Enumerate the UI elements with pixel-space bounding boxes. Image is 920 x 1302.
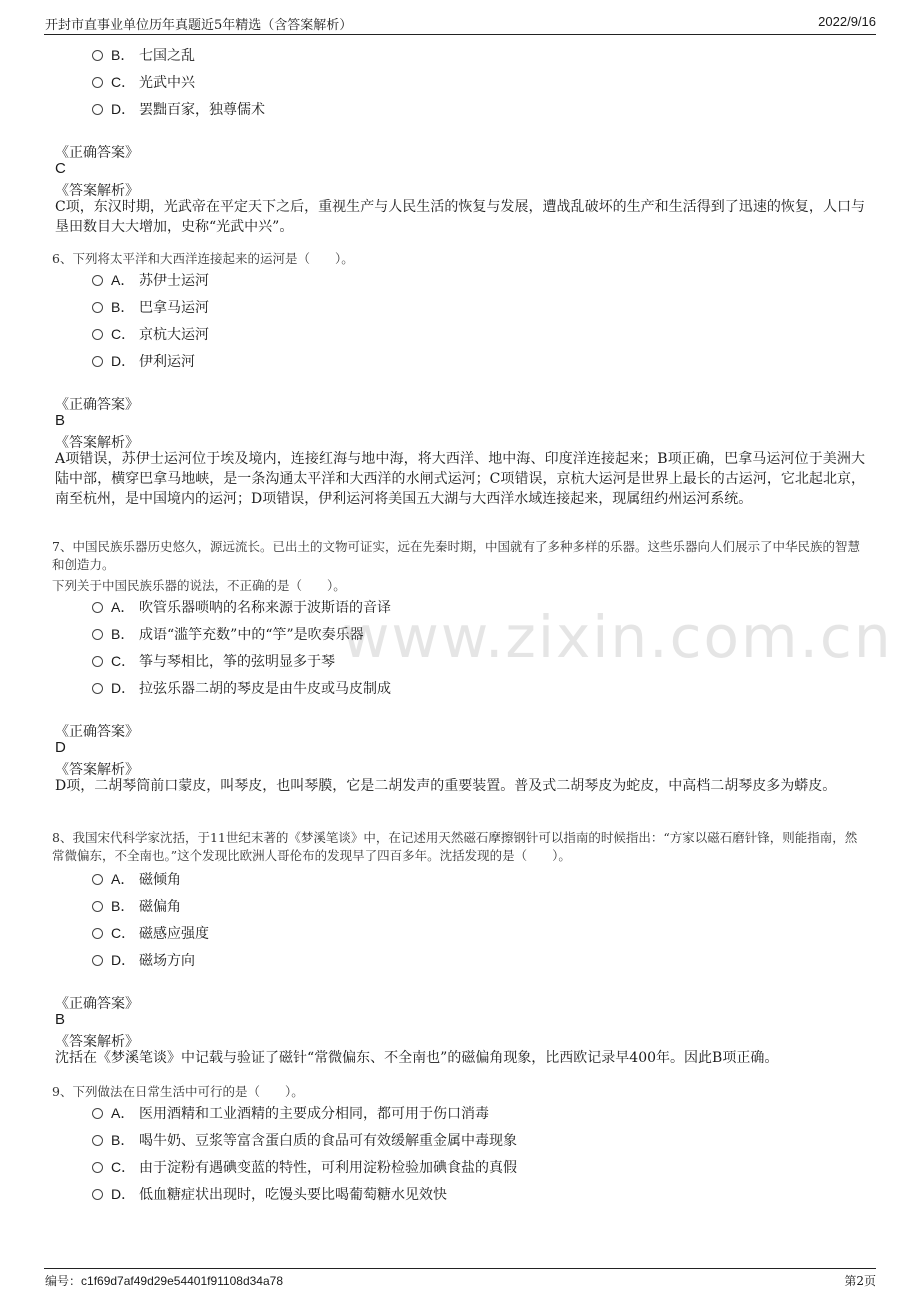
q5-explain-label: 《答案解析》 bbox=[55, 183, 139, 199]
radio-icon[interactable] bbox=[92, 329, 103, 340]
q5-answer: C bbox=[55, 160, 66, 177]
radio-icon[interactable] bbox=[92, 955, 103, 966]
q5-answer-label: 《正确答案》 bbox=[55, 145, 139, 161]
radio-icon[interactable] bbox=[92, 356, 103, 367]
q8-option-d[interactable]: D． 磁场方向 bbox=[92, 950, 195, 970]
q7-explanation: D项，二胡琴筒前口蒙皮，叫琴皮，也叫琴膜，它是二胡发声的重要装置。普及式二胡琴皮为蛇皮，中高档二胡琴皮多为蟒皮。 bbox=[55, 778, 837, 794]
radio-icon[interactable] bbox=[92, 275, 103, 286]
radio-icon[interactable] bbox=[92, 1108, 103, 1119]
q7-option-a[interactable]: A． 吹管乐器唢呐的名称来源于波斯语的音译 bbox=[92, 597, 391, 617]
radio-icon[interactable] bbox=[92, 656, 103, 667]
radio-icon[interactable] bbox=[92, 1162, 103, 1173]
q5-option-c[interactable]: C． 光武中兴 bbox=[92, 72, 195, 92]
q7-option-b[interactable]: B． 成语“滥竽充数”中的“竽”是吹奏乐器 bbox=[92, 624, 364, 644]
q9-option-d[interactable]: D． 低血糖症状出现时，吃馒头要比喝葡萄糖水见效快 bbox=[92, 1184, 447, 1204]
radio-icon[interactable] bbox=[92, 629, 103, 640]
q7-option-d[interactable]: D． 拉弦乐器二胡的琴皮是由牛皮或马皮制成 bbox=[92, 678, 391, 698]
footer-divider bbox=[44, 1268, 876, 1269]
q7-question: 7、中国民族乐器历史悠久，源远流长。已出土的文物可证实，远在先秦时期，中国就有了多种多样的乐器。这些乐器向人们展示了中华民族的智慧和创造力。 bbox=[52, 539, 860, 572]
radio-icon[interactable] bbox=[92, 874, 103, 885]
q6-question: 6、下列将太平洋和大西洋连接起来的运河是（ ）。 bbox=[52, 251, 354, 266]
q7-option-c[interactable]: C． 筝与琴相比，筝的弦明显多于琴 bbox=[92, 651, 335, 671]
q5-option-b[interactable]: B． 七国之乱 bbox=[92, 45, 195, 65]
radio-icon[interactable] bbox=[92, 1189, 103, 1200]
radio-icon[interactable] bbox=[92, 77, 103, 88]
document-code-label: 编号： bbox=[45, 1274, 82, 1288]
q7-answer-label: 《正确答案》 bbox=[55, 724, 139, 740]
q8-answer-label: 《正确答案》 bbox=[55, 996, 139, 1012]
q8-option-c[interactable]: C． 磁感应强度 bbox=[92, 923, 209, 943]
q6-option-a[interactable]: A． 苏伊士运河 bbox=[92, 270, 209, 290]
q9-option-b[interactable]: B． 喝牛奶、豆浆等富含蛋白质的食品可有效缓解重金属中毒现象 bbox=[92, 1130, 517, 1150]
q8-question: 8、我国宋代科学家沈括，于11世纪末著的《梦溪笔谈》中，在记述用天然磁石摩擦钢针可以指南的时候指出：“方家以磁石磨针锋，则能指南，然常微偏东，不全南也。”这个发现比欧洲人哥伦布的发现早了四百多年。沈括发现的是（ ）。 bbox=[52, 830, 858, 863]
document-code bbox=[45, 1272, 283, 1289]
radio-icon[interactable] bbox=[92, 602, 103, 613]
page-number: 第2页 bbox=[844, 1274, 876, 1288]
q9-option-a[interactable]: A． 医用酒精和工业酒精的主要成分相同，都可用于伤口消毒 bbox=[92, 1103, 489, 1123]
q6-explain-label: 《答案解析》 bbox=[55, 435, 139, 451]
q7-answer: D bbox=[55, 739, 66, 756]
q7-question-prompt: 下列关于中国民族乐器的说法，不正确的是（ ）。 bbox=[52, 578, 346, 593]
q6-option-b[interactable]: B． 巴拿马运河 bbox=[92, 297, 209, 317]
radio-icon[interactable] bbox=[92, 683, 103, 694]
header-divider bbox=[44, 34, 876, 35]
q6-option-c[interactable]: C． 京杭大运河 bbox=[92, 324, 209, 344]
q9-option-c[interactable]: C． 由于淀粉有遇碘变蓝的特性，可利用淀粉检验加碘食盐的真假 bbox=[92, 1157, 517, 1177]
q6-answer-label: 《正确答案》 bbox=[55, 397, 139, 413]
radio-icon[interactable] bbox=[92, 50, 103, 61]
radio-icon[interactable] bbox=[92, 928, 103, 939]
q8-option-b[interactable]: B． 磁偏角 bbox=[92, 896, 181, 916]
radio-icon[interactable] bbox=[92, 901, 103, 912]
q6-answer: B bbox=[55, 412, 66, 429]
q6-explanation: A项错误，苏伊士运河位于埃及境内，连接红海与地中海，将大西洋、地中海、印度洋连接起来；B项正确，巴拿马运河位于美洲大陆中部，横穿巴拿马地峡，是一条沟通太平洋和大西洋的水闸式运河；C项错误，京杭大运河是世界上最长的古运河，它北起北京，南至杭州，是中国境内的运河；D项错误，伊利运河将美国五大湖与大西洋水域连接起来，现属纽约州运河系统。 bbox=[55, 451, 865, 507]
watermark: www.zixin.com.cn bbox=[342, 603, 893, 671]
q5-option-d[interactable]: D． 罢黜百家，独尊儒术 bbox=[92, 99, 265, 119]
q9-question: 9、下列做法在日常生活中可行的是（ ）。 bbox=[52, 1084, 304, 1099]
radio-icon[interactable] bbox=[92, 104, 103, 115]
q8-explanation: 沈括在《梦溪笔谈》中记载与验证了磁针“常微偏东、不全南也”的磁偏角现象，比西欧记录早400年。因此B项正确。 bbox=[55, 1050, 779, 1066]
document-date: 2022/9/16 bbox=[818, 14, 876, 29]
radio-icon[interactable] bbox=[92, 302, 103, 313]
q8-answer: B bbox=[55, 1011, 66, 1028]
q5-explanation: C项，东汉时期，光武帝在平定天下之后，重视生产与人民生活的恢复与发展，遭战乱破坏的生产和生活得到了迅速的恢复，人口与垦田数目大大增加，史称“光武中兴”。 bbox=[55, 199, 865, 235]
document-code-value: c1f69d7af49d29e54401f91108d34a78 bbox=[81, 1274, 283, 1288]
document-title: 开封市直事业单位历年真题近5年精选（含答案解析） bbox=[45, 18, 353, 33]
q8-option-a[interactable]: A． 磁倾角 bbox=[92, 869, 181, 889]
radio-icon[interactable] bbox=[92, 1135, 103, 1146]
q8-explain-label: 《答案解析》 bbox=[55, 1034, 139, 1050]
q7-explain-label: 《答案解析》 bbox=[55, 762, 139, 778]
q6-option-d[interactable]: D． 伊利运河 bbox=[92, 351, 195, 371]
